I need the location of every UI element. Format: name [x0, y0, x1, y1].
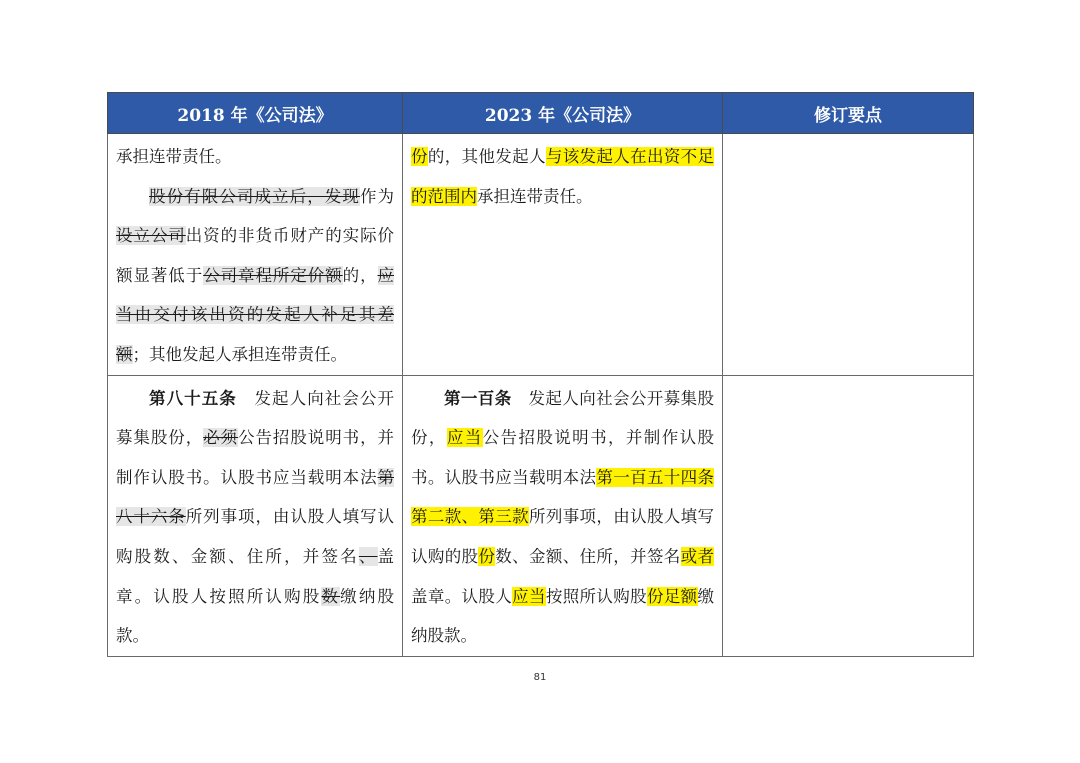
deleted-text: 第八十六条 [116, 467, 394, 527]
cell-revision-note [723, 134, 974, 376]
cell-2018-text [108, 375, 403, 656]
deleted-text: 必须 [203, 428, 239, 448]
table-header-row [108, 93, 974, 134]
old-paragraph [116, 177, 394, 375]
text-run: 所列事项，由认股人填写认购股数、金额、住所，并签名 [116, 507, 395, 566]
new-article-100 [411, 379, 714, 656]
text-run: 的， [342, 265, 378, 285]
article-number: 第一百条 [444, 388, 512, 408]
old-article-85 [116, 379, 394, 656]
text-run: 按照所认购股 [545, 586, 647, 606]
added-text-highlight: 应当 [446, 428, 483, 448]
added-text-highlight: 或者 [680, 546, 715, 566]
text-run: 公告招股说明书，并制作认股书。认股书应当载明本法 [411, 428, 714, 487]
old-continuation-text: 承担连带责任。 [116, 147, 232, 166]
text-run: 缴纳股款。 [411, 586, 715, 646]
text-run: 缴纳股款。 [116, 586, 395, 646]
deleted-text: 公司章程所定价额 [203, 265, 343, 285]
deleted-text: 、 [358, 546, 378, 566]
law-comparison-table [107, 92, 974, 657]
text-run: 的，其他发起人 [427, 147, 546, 166]
deleted-text: 数 [321, 586, 341, 606]
text-run: 作为 [359, 186, 395, 206]
added-text-highlight: 份 [411, 147, 428, 166]
cell-2018-text [108, 134, 403, 376]
text-run: 公告招股说明书，并制作认股书。认股书应当载明本法 [116, 428, 395, 487]
deleted-text: 设立公司 [116, 226, 186, 246]
table-row [108, 375, 974, 656]
new-paragraph [411, 137, 714, 216]
page-number: 81 [533, 672, 547, 683]
text-run: 所列事项，由认股人填写认购的股 [411, 507, 715, 566]
text-run: 盖章。认股人按照所认购股 [116, 546, 395, 606]
cell-2023-text [403, 375, 723, 656]
table-row [108, 134, 974, 376]
deleted-text: 应当由交付该出资的发起人补足其差额 [116, 265, 395, 364]
text-run: 发起人向社会公开募集股份， [116, 388, 395, 448]
text-run: ；其他发起人承担连带责任。 [132, 344, 347, 364]
header-revision-points: 修订要点 [723, 93, 974, 134]
added-text-highlight: 第一百五十四条第二款、第三款 [411, 467, 715, 527]
cell-revision-note [723, 375, 974, 656]
text-run: 出资的非货币财产的实际价额显著低于 [116, 226, 395, 285]
article-number: 第八十五条 [149, 388, 237, 408]
deleted-text: 股份有限公司成立后，发现 [149, 186, 360, 206]
header-2018-law: 2018 年《公司法》 [108, 93, 403, 134]
added-text-highlight: 份足额 [646, 586, 698, 606]
header-2023-law: 2023 年《公司法》 [403, 93, 723, 134]
cell-2023-text [403, 134, 723, 376]
text-run: 承担连带责任。 [477, 186, 593, 206]
added-text-highlight: 份 [478, 546, 496, 566]
added-text-highlight: 与该发起人在出资不足的范围内 [411, 147, 715, 206]
added-text-highlight: 应当 [512, 586, 546, 606]
text-run: 发起人向社会公开募集股份， [411, 388, 715, 448]
text-run: 数、金额、住所，并签名 [495, 546, 681, 566]
text-run: 盖章。认股人 [411, 586, 513, 606]
